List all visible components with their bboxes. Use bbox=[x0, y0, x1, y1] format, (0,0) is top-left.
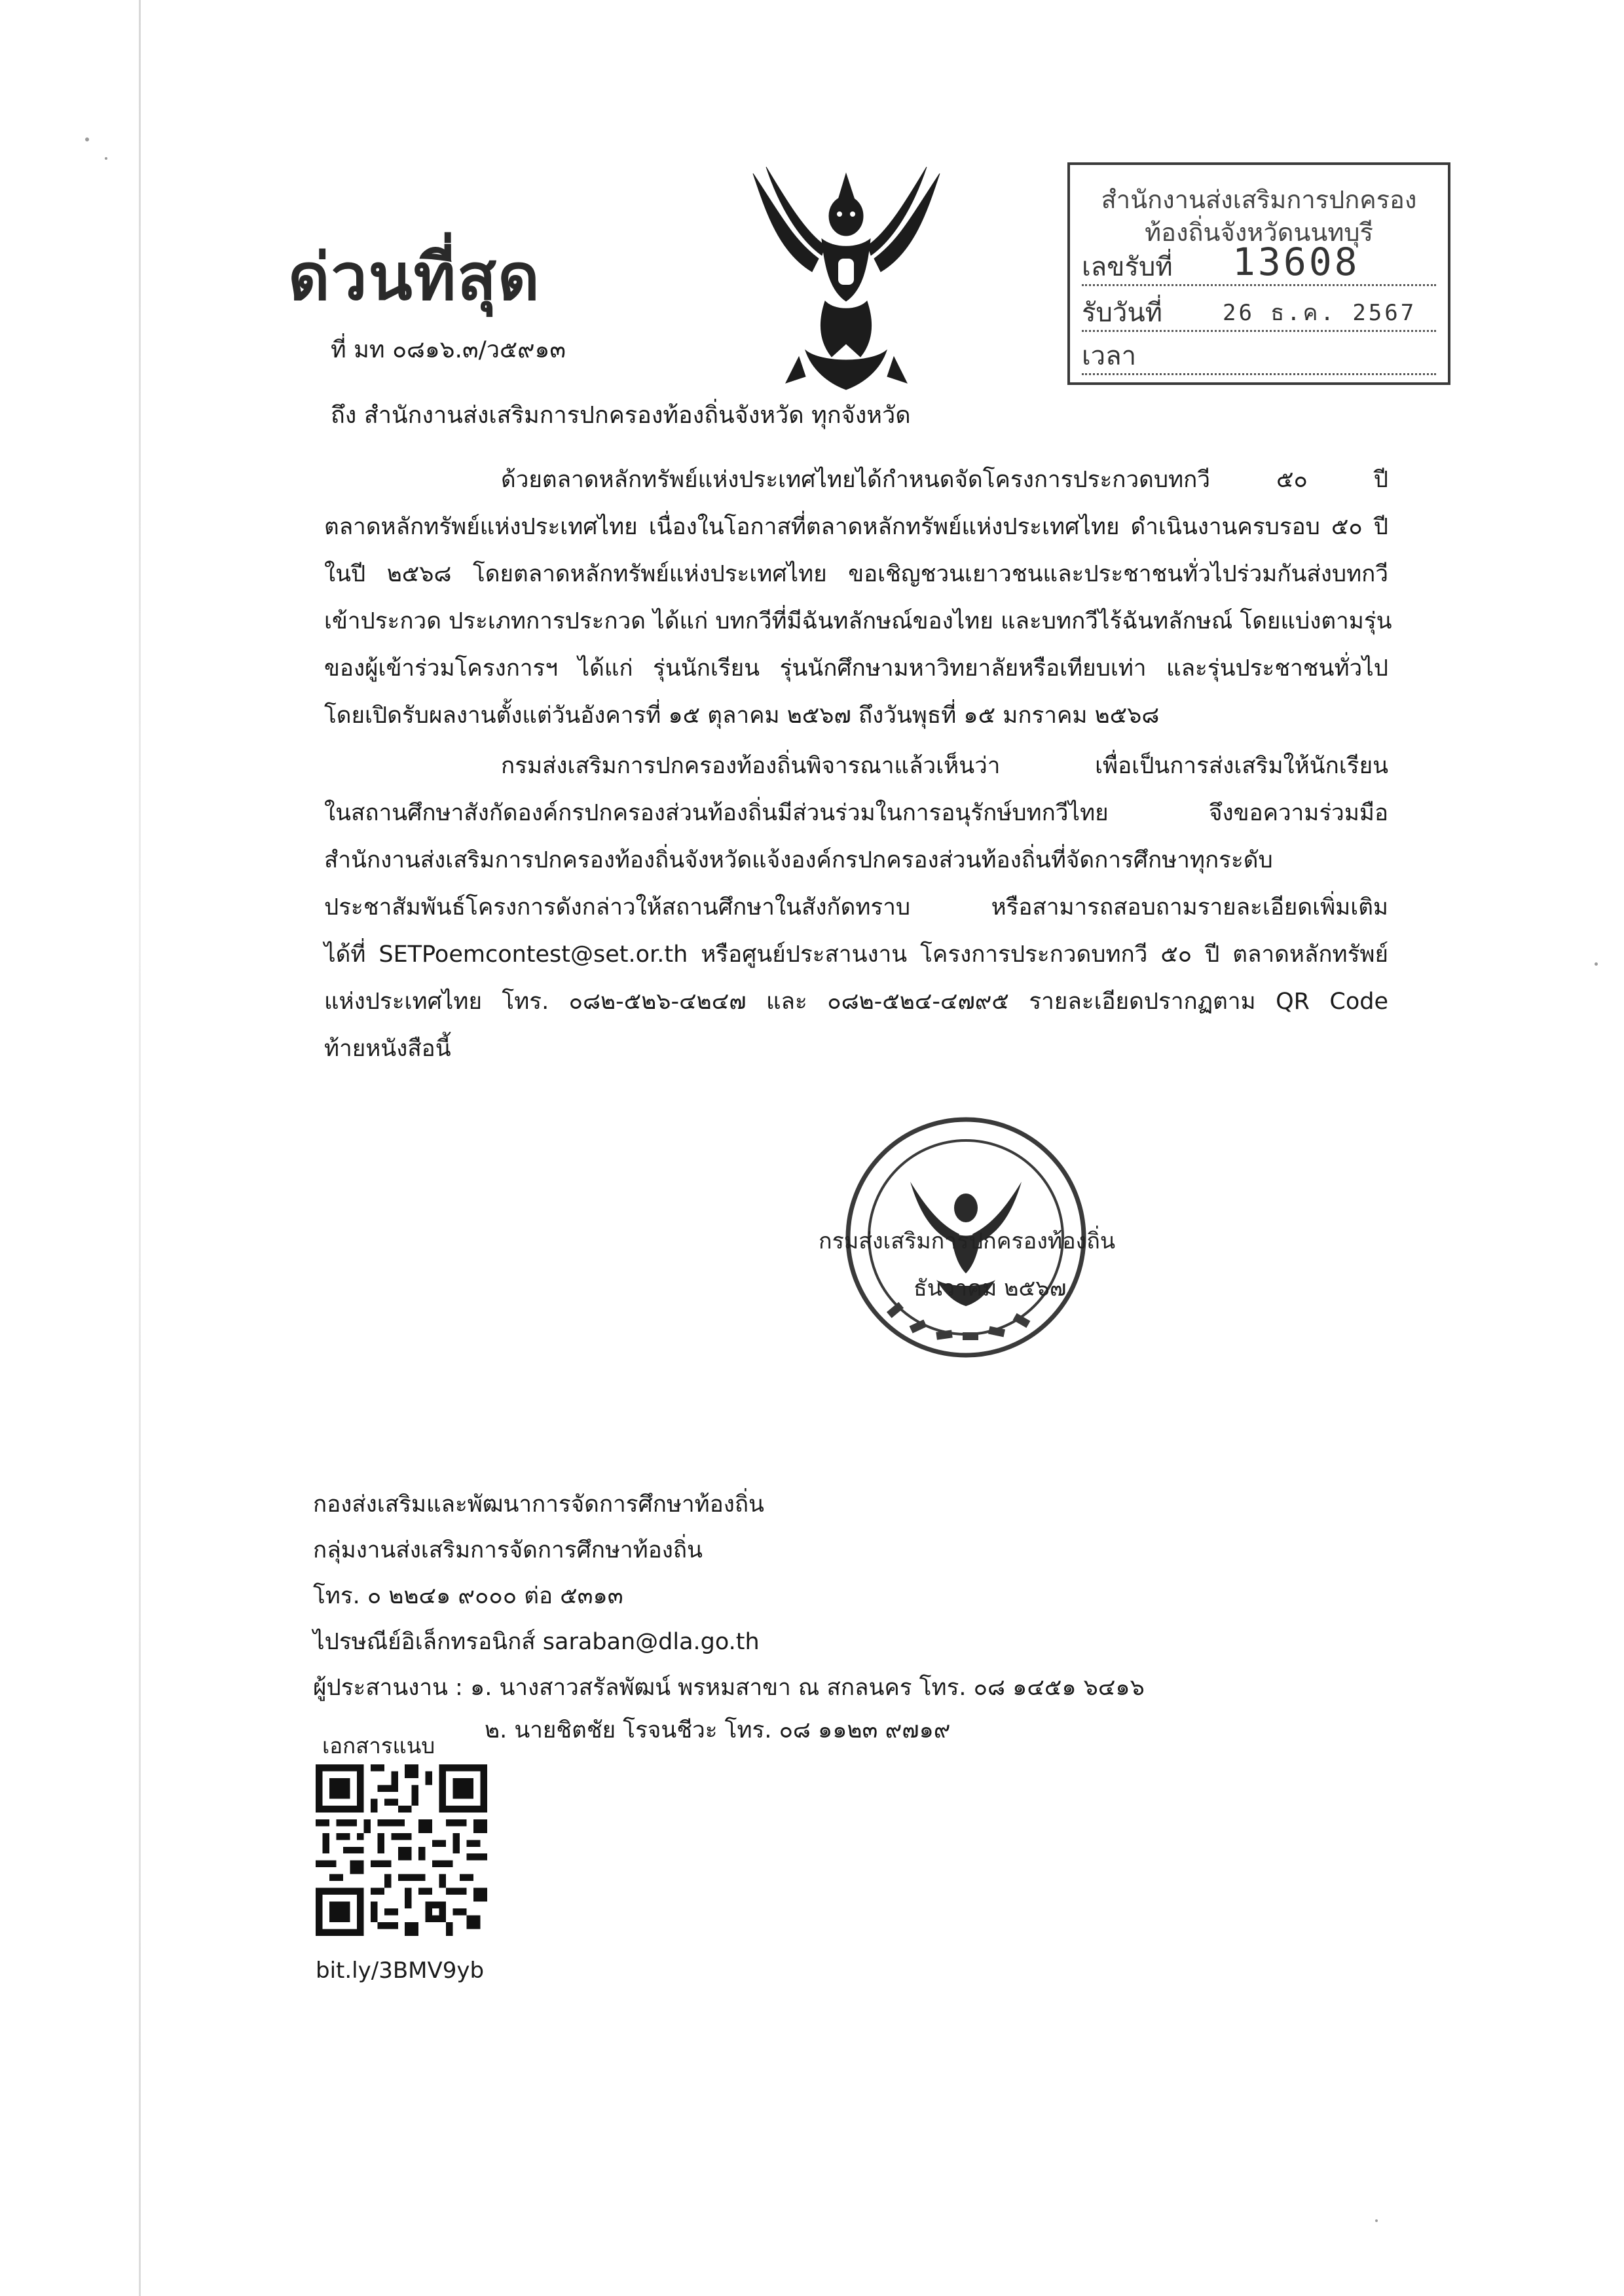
scan-speck bbox=[1595, 962, 1598, 966]
paragraph-1-line: ของผู้เข้าร่วมโครงการฯ ได้แก่ รุ่นนักเรียน รุ่นนักศึกษามหาวิทยาลัยหรือเทียบเท่า และรุ่นประชาชนทั่วไป bbox=[324, 655, 1388, 682]
qr-link[interactable]: bit.ly/3BMV9yb bbox=[316, 1958, 485, 1984]
paragraph-2-line: แห่งประเทศไทย โทร. ๐๘๒-๕๒๖-๔๒๔๗ และ ๐๘๒-๕๒๔-๔๗๙๕ รายละเอียดปรากฏตาม QR Code bbox=[324, 989, 1388, 1015]
receipt-number-label: เลขรับที่ bbox=[1082, 252, 1173, 282]
scan-speck bbox=[105, 157, 107, 160]
scan-speck bbox=[85, 137, 89, 141]
document-number: ที่ มท ๐๘๑๖.๓/ว๕๙๑๓ bbox=[331, 337, 566, 363]
footer-email: ไปรษณีย์อิเล็กทรอนิกส์ saraban@dla.go.th bbox=[313, 1629, 760, 1655]
scan-speck bbox=[1375, 2219, 1378, 2222]
footer-coordinator-1: ผู้ประสานงาน : ๑. นางสาวสรัลพัฒน์ พรหมสาขา ณ สกลนคร โทร. ๐๘ ๑๔๕๑ ๖๔๑๖ bbox=[313, 1675, 1145, 1701]
receipt-office-line1: สำนักงานส่งเสริมการปกครอง bbox=[1101, 185, 1417, 214]
paragraph-1-line: ตลาดหลักทรัพย์แห่งประเทศไทย เนื่องในโอกาสที่ตลาดหลักทรัพย์แห่งประเทศไทย ดำเนินงานครบรอบ ๕๐ ปี bbox=[324, 514, 1388, 540]
signature-date: ธันวาคม ๒๕๖๗ bbox=[913, 1275, 1067, 1302]
paragraph-2-line: ท้ายหนังสือนี้ bbox=[324, 1036, 451, 1062]
paragraph-1-line: ด้วยตลาดหลักทรัพย์แห่งประเทศไทยได้กำหนดจัดโครงการประกวดบทกวี ๕๐ ปี bbox=[501, 467, 1388, 493]
footer-phone: โทร. ๐ ๒๒๔๑ ๙๐๐๐ ต่อ ๕๓๑๓ bbox=[313, 1583, 623, 1609]
paragraph-2-line: ประชาสัมพันธ์โครงการดังกล่าวให้สถานศึกษาในสังกัดทราบ หรือสามารถสอบถามรายละเอียดเพิ่มเติม bbox=[324, 894, 1388, 920]
paragraph-1-line: เข้าประกวด ประเภทการประกวด ได้แก่ บทกวีที่มีฉันทลักษณ์ของไทย และบทกวีไร้ฉันทลักษณ์ โดยแบ่งตามรุ่น bbox=[324, 608, 1392, 634]
receipt-number-row bbox=[1082, 240, 1436, 286]
receipt-stamp bbox=[1067, 162, 1450, 385]
footer-coordinator-2: ๒. นายชิตชัย โรจนชีวะ โทร. ๐๘ ๑๑๒๓ ๙๗๑๙ bbox=[485, 1717, 951, 1743]
scan-edge-line bbox=[139, 0, 141, 2296]
receipt-time-label: เวลา bbox=[1082, 341, 1137, 371]
paragraph-2-line: ในสถานศึกษาสังกัดองค์กรปกครองส่วนท้องถิ่นมีส่วนร่วมในการอนุรักษ์บทกวีไทย จึงขอความร่วมมือ bbox=[324, 800, 1388, 826]
paragraph-2-line: ได้ที่ SETPoemcontest@set.or.th หรือศูนย์ประสานงาน โครงการประกวดบทกวี ๕๐ ปี ตลาดหลักทรัพย์ bbox=[324, 941, 1388, 968]
footer-group: กลุ่มงานส่งเสริมการจัดการศึกษาท้องถิ่น bbox=[313, 1537, 703, 1563]
receipt-date-label: รับวันที่ bbox=[1082, 298, 1163, 328]
receipt-number-value: 13608 bbox=[1232, 240, 1360, 284]
recipient-line: ถึง สำนักงานส่งเสริมการปกครองท้องถิ่นจังหวัด ทุกจังหวัด bbox=[331, 402, 911, 429]
receipt-time-row bbox=[1082, 339, 1436, 375]
paragraph-2-line: สำนักงานส่งเสริมการปกครองท้องถิ่นจังหวัดแจ้งองค์กรปกครองส่วนท้องถิ่นที่จัดการศึกษาทุกระดับ bbox=[324, 847, 1273, 873]
attachment-label: เอกสารแนบ bbox=[322, 1733, 435, 1758]
garuda-emblem bbox=[740, 160, 953, 403]
footer-division: กองส่งเสริมและพัฒนาการจัดการศึกษาท้องถิ่น bbox=[313, 1491, 764, 1518]
signature-department: กรมส่งเสริมการปกครองท้องถิ่น bbox=[819, 1228, 1116, 1254]
paragraph-1-line: ในปี ๒๕๖๘ โดยตลาดหลักทรัพย์แห่งประเทศไทย ขอเชิญชวนเยาวชนและประชาชนทั่วไปร่วมกันส่งบทกวี bbox=[324, 561, 1388, 587]
paragraph-2-line: กรมส่งเสริมการปกครองท้องถิ่นพิจารณาแล้วเห็นว่า เพื่อเป็นการส่งเสริมให้นักเรียน bbox=[501, 753, 1388, 779]
urgency-heading: ด่วนที่สุด bbox=[288, 240, 541, 315]
qr-code[interactable] bbox=[316, 1764, 487, 1936]
receipt-date-value: 26 ธ.ค. 2567 bbox=[1223, 300, 1417, 326]
paragraph-1-line: โดยเปิดรับผลงานตั้งแต่วันอังคารที่ ๑๕ ตุลาคม ๒๕๖๗ ถึงวันพุธที่ ๑๕ มกราคม ๒๕๖๘ bbox=[324, 702, 1160, 729]
receipt-office-line2: ท้องถิ่นจังหวัดนนทบุรี bbox=[1145, 218, 1373, 247]
receipt-date-row bbox=[1082, 296, 1436, 332]
